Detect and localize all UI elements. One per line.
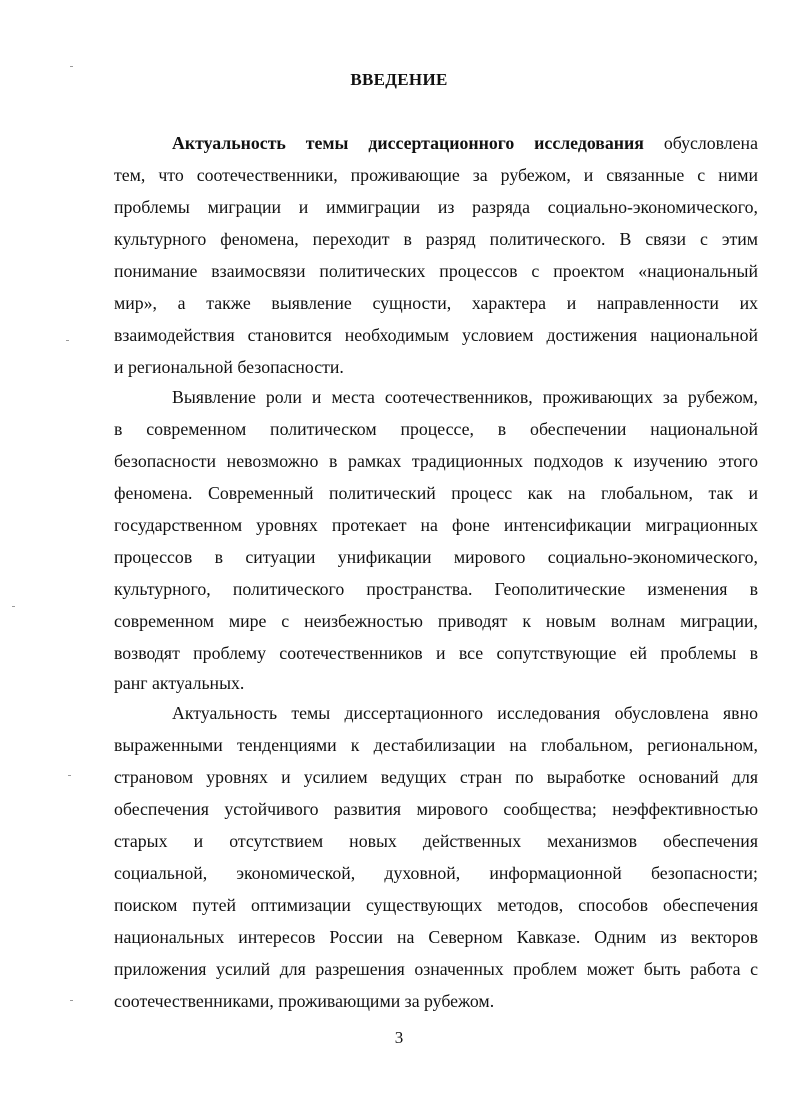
paragraph-line: Выявление роли и места соотечественников, проживающих за рубежом, [172, 387, 758, 407]
paragraph-line: возводят проблему соотечественников и все сопутствующие ей проблемы в [114, 643, 758, 663]
paragraph-line: обеспечения устойчивого развития мирового сообщества; неэффективностью [114, 799, 758, 819]
paragraph-line: соотечественниками, проживающими за рубежом. [114, 991, 495, 1011]
paragraph-line: и региональной безопасности. [114, 357, 344, 377]
page-title: ВВЕДЕНИЕ [350, 70, 448, 89]
scan-speck [12, 606, 15, 607]
scan-speck [66, 340, 69, 341]
paragraph-line: мир», а также выявление сущности, характера и направленности их [114, 293, 758, 313]
paragraph-line: культурного, политического пространства. Геополитические изменения в [114, 579, 758, 599]
paragraph-line: социальной, экономической, духовной, информационной безопасности; [114, 863, 758, 883]
paragraph-line: феномена. Современный политический процесс как на глобальном, так и [114, 483, 758, 503]
paragraph-line: ранг актуальных. [114, 673, 245, 693]
paragraph-line: государственном уровнях протекает на фоне интенсификации миграционных [114, 515, 758, 535]
paragraph-line: процессов в ситуации унификации мирового социально-экономического, [114, 547, 758, 567]
paragraph-line: старых и отсутствием новых действенных механизмов обеспечения [114, 831, 758, 851]
paragraph-line: проблемы миграции и иммиграции из разряда социально-экономического, [114, 197, 758, 217]
scan-speck [70, 66, 73, 67]
paragraph-line: в современном политическом процессе, в обеспечении национальной [114, 419, 758, 439]
paragraph-line: страновом уровнях и усилием ведущих стран по выработке оснований для [114, 767, 758, 787]
paragraph-line [172, 127, 758, 159]
page-number: 3 [394, 1028, 404, 1047]
lead-rest: обусловлена [663, 133, 758, 153]
paragraph-line: взаимодействия становится необходимым условием достижения национальной [114, 325, 758, 345]
paragraph-line: приложения усилий для разрешения означенных проблем может быть работа с [114, 959, 758, 979]
paragraph-line: национальных интересов России на Северном Кавказе. Одним из векторов [114, 927, 758, 947]
paragraph-line: Актуальность темы диссертационного исследования обусловлена явно [172, 703, 758, 723]
paragraph-line: понимание взаимосвязи политических процессов с проектом «национальный [114, 261, 758, 281]
scan-speck [70, 1000, 73, 1001]
scan-speck [68, 775, 71, 776]
paragraph-line: поиском путей оптимизации существующих методов, способов обеспечения [114, 895, 758, 915]
paragraph-line: тем, что соотечественники, проживающие за рубежом, и связанные с ними [114, 165, 758, 185]
paragraph-line: современном мире с неизбежностью приводят к новым волнам миграции, [114, 611, 758, 631]
paragraph-line: выраженными тенденциями к дестабилизации на глобальном, региональном, [114, 735, 758, 755]
paragraph-line: культурного феномена, переходит в разряд политического. В связи с этим [114, 229, 758, 249]
paragraph-line: безопасности невозможно в рамках традиционных подходов к изучению этого [114, 451, 758, 471]
bold-lead-phrase: Актуальность темы диссертационного исследования [172, 133, 644, 153]
